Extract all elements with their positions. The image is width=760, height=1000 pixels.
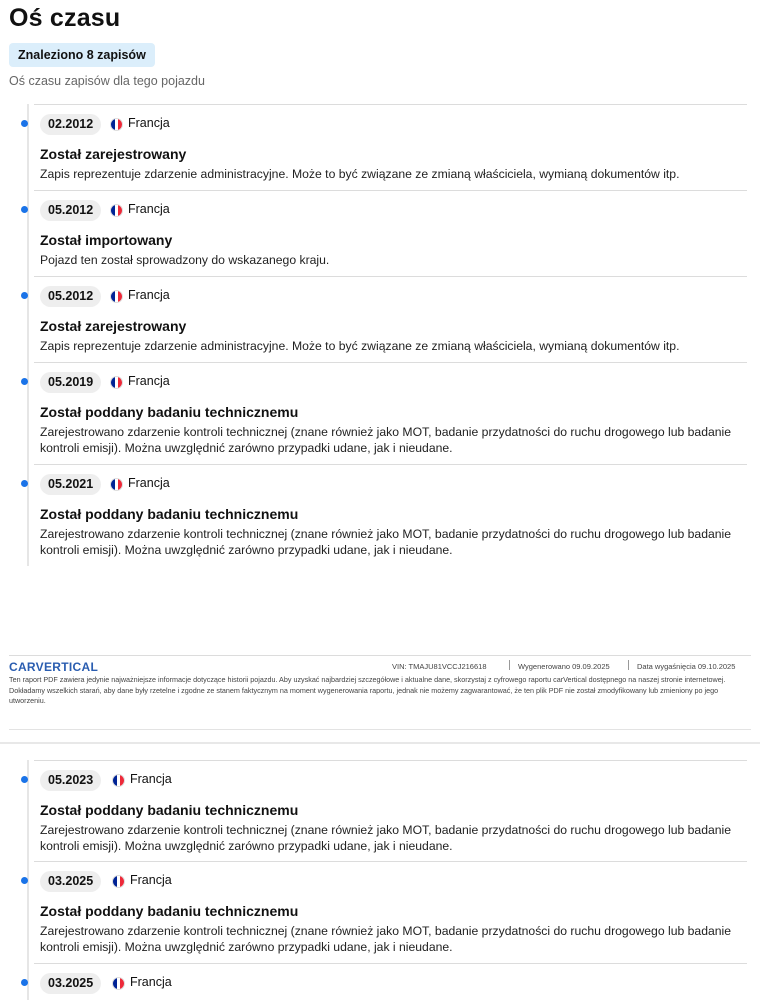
vin-label: VIN: TMAJU81VCCJ216618 [392,662,487,671]
date-chip: 03.2025 [40,871,101,892]
entry-divider [34,276,747,277]
event-description: Pojazd ten został sprowadzony do wskazanego kraju. [40,253,330,267]
country-label: Francja [128,476,170,490]
footer-divider [9,655,751,656]
timeline-dot-icon [21,120,28,127]
meta-divider [628,660,629,670]
event-description: Zarejestrowano zdarzenie kontroli technicznej (znane również jako MOT, badanie przydatności do ruchu drogowego lub badanie kontroli emisji). Można uwzględnić zarówno przypadki udane, jak i nieudane. [40,823,732,853]
timeline-entry [0,760,760,861]
timeline-entry [0,104,760,190]
country-label: Francja [128,202,170,216]
timeline-entry [0,464,760,566]
timeline-dot-icon [21,378,28,385]
date-chip: 05.2012 [40,286,101,307]
entry-divider [34,963,747,964]
country-label: Francja [130,975,172,989]
event-description: Zarejestrowano zdarzenie kontroli technicznej (znane również jako MOT, badanie przydatności do ruchu drogowego lub badanie kontroli emisji). Można uwzględnić zarówno przypadki udane, jak i nieudane. [40,425,732,455]
event-description: Zarejestrowano zdarzenie kontroli technicznej (znane również jako MOT, badanie przydatności do ruchu drogowego lub badanie kontroli emisji). Można uwzględnić zarówno przypadki udane, jak i nieudane. [40,924,732,954]
country-label: Francja [128,116,170,130]
entry-divider [34,464,747,465]
date-chip: 03.2025 [40,973,101,994]
timeline-entry [0,963,760,1000]
entry-divider [34,760,747,761]
event-description: Zapis reprezentuje zdarzenie administracyjne. Może to być związane ze zmianą właściciela, wymianą dokumentów itp. [40,339,680,353]
timeline-page-1 [0,104,760,566]
france-flag-icon [110,290,123,303]
records-count-badge: Znaleziono 8 zapisów [9,43,155,67]
country-label: Francja [128,288,170,302]
page-break [0,742,760,744]
france-flag-icon [110,204,123,217]
event-title: Został zarejestrowany [40,318,187,334]
entry-divider [34,362,747,363]
carvertical-logo: CARVERTICAL [9,660,99,674]
event-title: Został poddany badaniu technicznemu [40,802,299,818]
event-title: Został zarejestrowany [40,146,187,162]
entry-divider [34,861,747,862]
france-flag-icon [112,977,125,990]
event-description: Zarejestrowano zdarzenie kontroli technicznej (znane również jako MOT, badanie przydatności do ruchu drogowego lub badanie kontroli emisji). Można uwzględnić zarówno przypadki udane, jak i nieudane. [40,527,732,557]
timeline-page-2 [0,760,760,1000]
timeline-entry [0,190,760,276]
event-title: Został poddany badaniu technicznemu [40,903,299,919]
page-subtitle: Oś czasu zapisów dla tego pojazdu [9,74,205,88]
entry-divider [34,190,747,191]
country-label: Francja [130,873,172,887]
timeline-entry [0,861,760,963]
timeline-dot-icon [21,877,28,884]
event-title: Został poddany badaniu technicznemu [40,506,299,522]
timeline-dot-icon [21,776,28,783]
date-chip: 02.2012 [40,114,101,135]
france-flag-icon [110,478,123,491]
entry-divider [34,104,747,105]
expiry-date: Data wygaśnięcia 09.10.2025 [637,662,736,671]
date-chip: 05.2012 [40,200,101,221]
event-description: Zapis reprezentuje zdarzenie administracyjne. Może to być związane ze zmianą właściciela, wymianą dokumentów itp. [40,167,680,181]
timeline-entry [0,362,760,464]
date-chip: 05.2023 [40,770,101,791]
footer-divider [9,729,751,730]
date-chip: 05.2021 [40,474,101,495]
timeline-dot-icon [21,292,28,299]
timeline-entry [0,276,760,362]
timeline-dot-icon [21,480,28,487]
timeline-dot-icon [21,206,28,213]
country-label: Francja [128,374,170,388]
france-flag-icon [112,774,125,787]
france-flag-icon [112,875,125,888]
generated-date: Wygenerowano 09.09.2025 [518,662,610,671]
france-flag-icon [110,376,123,389]
footer-disclaimer: Ten raport PDF zawiera jedynie najważniejsze informacje dotyczące historii pojazdu. Aby uzyskać najbardziej szczegółowe i aktualne dane, skorzystaj z cyfrowego raportu carVertical dostępnego na naszej stronie internetowej. Dokładamy wszelkich starań, aby dane były rzetelne i zgodne ze stanem faktycznym na moment wygenerowania raportu, jednak nie możemy zagwarantować, że ten plik PDF nie został zmodyfikowany lub zmieniony po jego utworzeniu. [9,675,726,705]
timeline-dot-icon [21,979,28,986]
event-title: Został importowany [40,232,173,248]
meta-divider [509,660,510,670]
france-flag-icon [110,118,123,131]
event-title: Został poddany badaniu technicznemu [40,404,299,420]
country-label: Francja [130,772,172,786]
page-title: Oś czasu [9,4,121,32]
report-footer [0,655,760,730]
date-chip: 05.2019 [40,372,101,393]
